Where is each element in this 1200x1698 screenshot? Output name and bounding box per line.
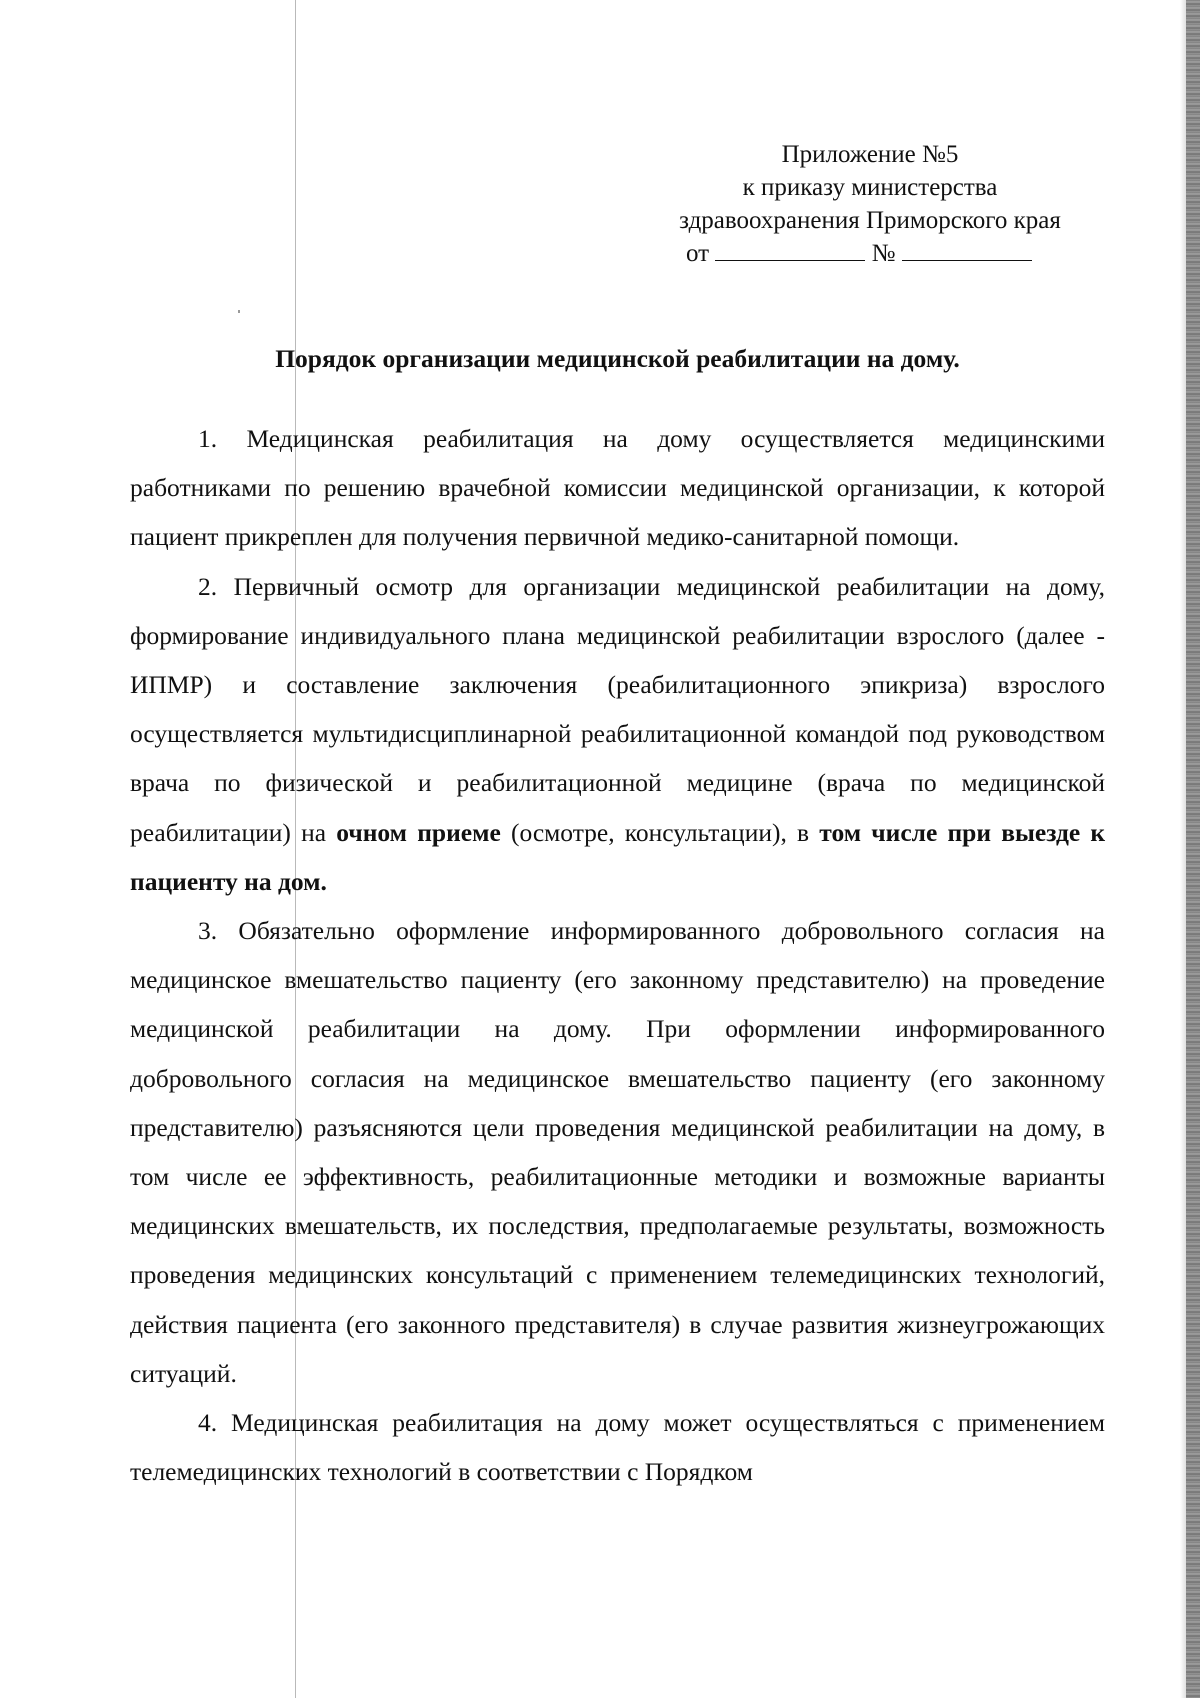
annex-date-prefix: от	[686, 240, 710, 267]
document-title: Порядок организации медицинской реабилитации на дому.	[275, 344, 960, 373]
document-body	[130, 414, 1105, 1496]
paragraph-2	[130, 562, 1105, 906]
scan-page-edge	[1186, 0, 1200, 1698]
paragraph-2-bold-1: очном приеме	[336, 817, 501, 847]
number-blank	[902, 238, 1032, 261]
annex-reference	[640, 138, 1100, 270]
annex-number-sign: №	[871, 240, 896, 267]
annex-order-ref: к приказу министерства	[742, 174, 998, 201]
scan-speck	[238, 310, 240, 313]
paragraph-2-bold-2: том числе при выезде к пациенту на дом.	[130, 817, 1106, 896]
date-blank	[715, 238, 865, 261]
annex-ministry: здравоохранения Приморского края	[679, 207, 1061, 234]
paragraph-3: 3. Обязательно оформление информированного добровольного согласия на медицинское вмешательство пациенту (его законному представителю) на проведение медицинской реабилитации на дому. При оформлении информированного добровольного согласия на медицинское вмешательство пациенту (его законному представителю) разъясняются цели проведения медицинской реабилитации на дому, в том числе ее эффективность, реабилитационные методики и возможные варианты медицинских вмешательств, их последствия, предполагаемые результаты, возможность проведения медицинских консультаций с применением телемедицинских технологий, действия пациента (его законного представителя) в случае развития жизнеугрожающих ситуаций.	[130, 916, 1105, 1388]
annex-date-number-line	[640, 237, 1100, 270]
paragraph-1: 1. Медицинская реабилитация на дому осуществляется медицинскими работниками по решению врачебной комиссии медицинской организации, к которой пациент прикреплен для получения первичной медико-санитарной помощи.	[130, 424, 1105, 552]
paragraph-2-text-1: 2. Первичный осмотр для организации медицинской реабилитации на дому, формирование индивидуального плана медицинской реабилитации взрослого (далее - ИПМР) и составление заключения (реабилитационного эпикриза) взрослого осуществляется мультидисциплинарной реабилитационной командой под руководством врача по физической и реабилитационной медицине (врача по медицинской реабилитации) на	[130, 571, 1105, 847]
annex-number: Приложение №5	[781, 141, 959, 168]
paragraph-2-text-2: (осмотре, консультации), в	[510, 817, 810, 847]
paragraph-4: 4. Медицинская реабилитация на дому может осуществляться с применением телемедицинских технологий в соответствии с Порядком	[130, 1408, 1105, 1487]
